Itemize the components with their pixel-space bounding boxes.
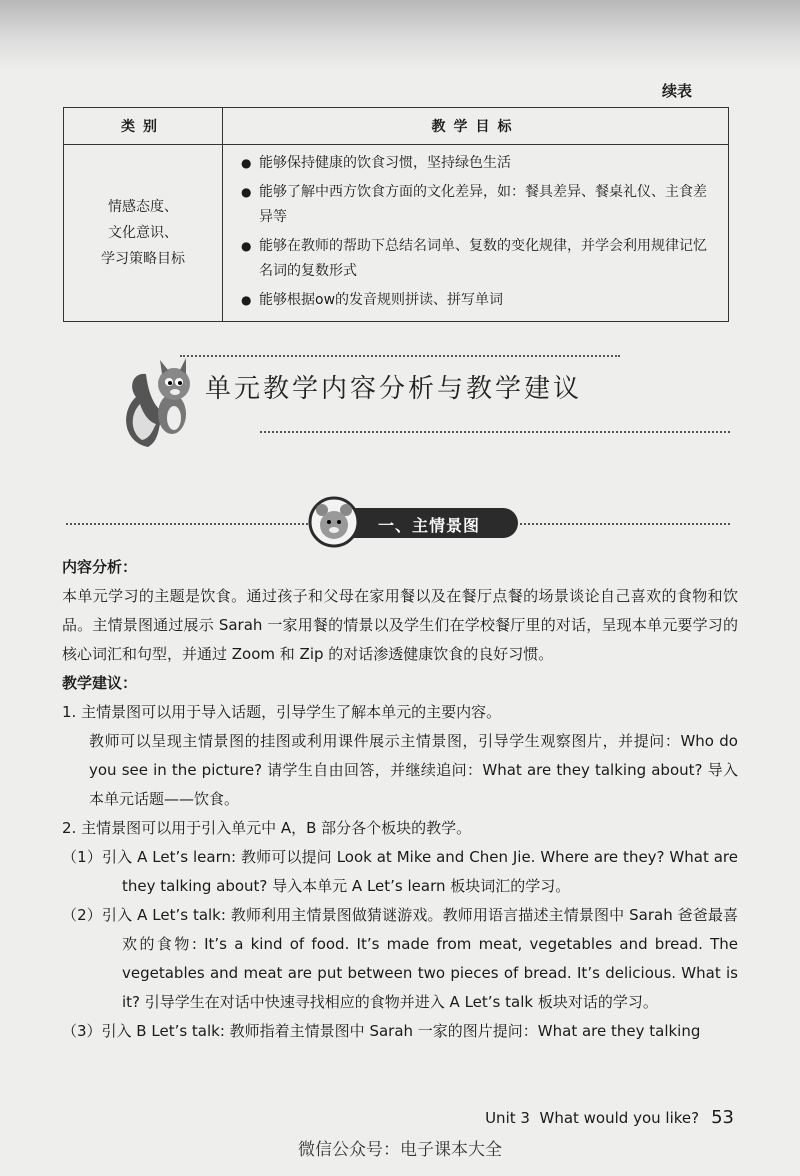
goal-item: ● 能够在教师的帮助下总结名词单、复数的变化规律，并学会利用规律记忆名词的复数形式 (241, 234, 718, 284)
bullet-icon: ● (241, 185, 252, 199)
suggestion-item: 2. 主情景图可以用于引入单元中 A，B 部分各个板块的教学。 (62, 819, 472, 837)
page-footer (485, 1107, 734, 1128)
bullet-icon: ● (241, 239, 252, 253)
footer-unit-title: What would you like? (539, 1109, 700, 1127)
page-top-shadow (0, 0, 800, 70)
goal-item: ● 能够了解中西方饮食方面的文化差异，如：餐具差异、餐桌礼仪、主食差异等 (241, 180, 718, 230)
dotted-divider (260, 431, 730, 433)
suggestion-item: 1. 主情景图可以用于导入话题，引导学生了解本单元的主要内容。 (62, 703, 502, 721)
category-line: 文化意识、 (108, 225, 178, 241)
content-analysis-paragraph: 本单元学习的主题是饮食。通过孩子和父母在家用餐以及在餐厅点餐的场景谈论自己喜欢的食物和饮品。主情景图通过展示 Sarah 一家用餐的情景以及学生们在学校餐厅里的对话，呈现本单元要学习的核心词汇和句型，并通过 Zoom 和 Zip 的对话渗透健康饮食的良好习惯。 (62, 587, 738, 663)
header-goals: 教学目标 (223, 108, 729, 145)
bullet-icon: ● (241, 293, 252, 307)
goal-list (223, 145, 729, 322)
dotted-divider (180, 355, 620, 357)
body-text (62, 553, 738, 1046)
sub-section-tag: 一、主情景图 (318, 508, 518, 538)
category-line: 情感态度、 (108, 199, 178, 215)
category-cell (64, 145, 223, 322)
suggestion-detail: 教师可以呈现主情景图的挂图或利用课件展示主情景图，引导学生观察图片，并提问：Who do you see in the picture? 请学生自由回答，并继续追问：What are they talking about? 导入本单元话题——饮食。 (89, 732, 738, 808)
section-title: 单元教学内容分析与教学建议 (205, 374, 583, 404)
header-category: 类别 (64, 108, 223, 145)
content-analysis-heading: 内容分析： (62, 558, 138, 576)
bear-icon (308, 496, 360, 548)
watermark-text: 微信公众号：电子课本大全 (298, 1140, 502, 1160)
dotted-divider (66, 523, 316, 525)
suggestion-subitem: （1）引入 A Let’s learn: 教师可以提问 Look at Mike and Chen Jie. Where are they? What are they talking about? 导入本单元 A Let’s learn 板块词汇的学习。 (62, 848, 738, 895)
suggestion-subitem: （3）引入 B Let’s talk: 教师指着主情景图中 Sarah 一家的图片提问：What are they talking (62, 1022, 701, 1040)
goals-table (63, 107, 729, 322)
footer-unit: Unit 3 (485, 1109, 530, 1127)
dotted-divider (520, 523, 730, 525)
bullet-icon: ● (241, 156, 252, 170)
suggestion-subitem: （2）引入 A Let’s talk: 教师利用主情景图做猜谜游戏。教师用语言描述主情景图中 Sarah 爸爸最喜欢的食物: It’s a kind of food. It’s made from meat, vegetables and bread. The vegetables and meat are put between two pieces of bread. It’s delicious. What is it? 引导学生在对话中快速寻找相应的食物并进入 A Let’s talk 板块对话的学习。 (62, 906, 738, 1011)
squirrel-icon (118, 352, 200, 452)
category-line: 学习策略目标 (101, 251, 185, 267)
goal-item: ● 能够保持健康的饮食习惯，坚持绿色生活 (241, 151, 718, 176)
teaching-suggestions-heading: 教学建议： (62, 674, 138, 692)
goal-item: ● 能够根据ow的发音规则拼读、拼写单词 (241, 288, 718, 313)
page-number: 53 (711, 1107, 734, 1128)
continued-label: 续表 (661, 82, 692, 100)
